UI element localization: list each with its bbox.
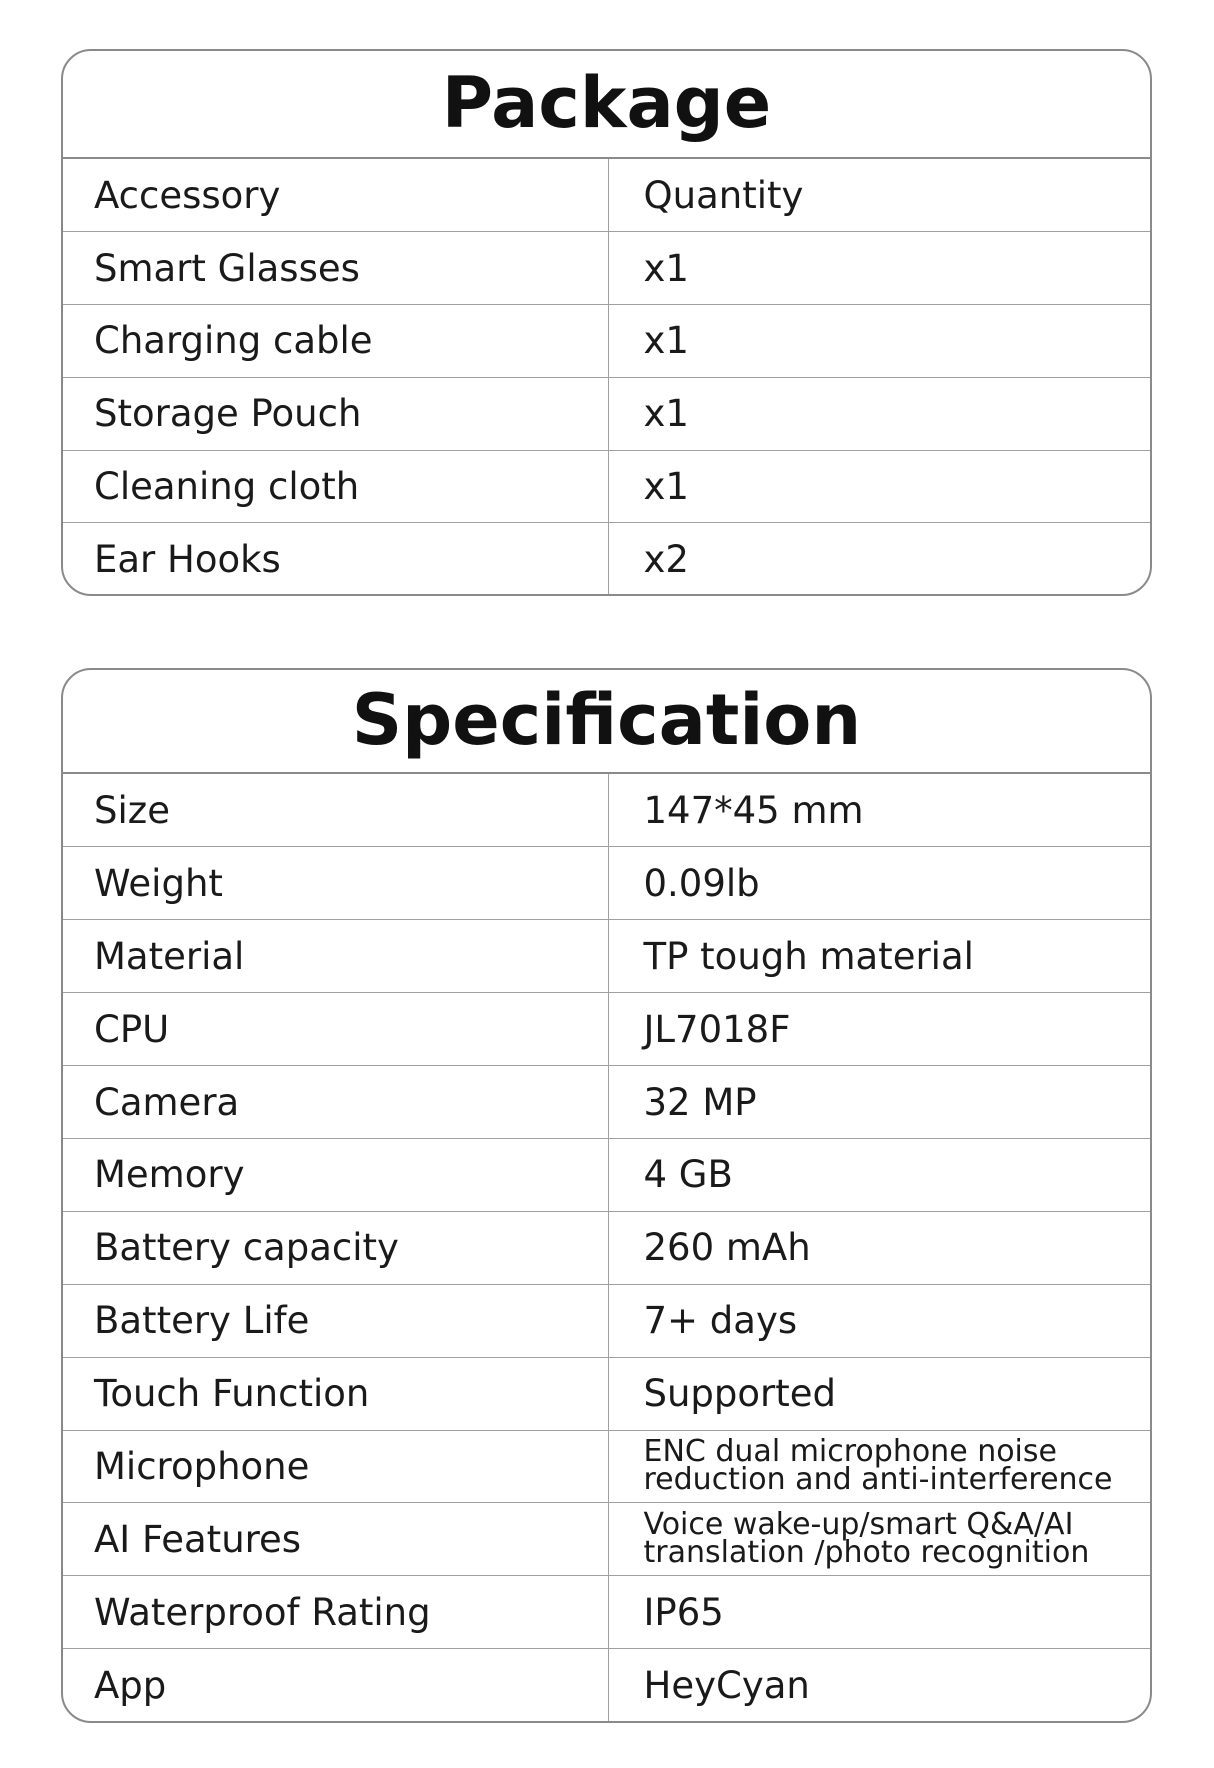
table-row — [63, 1649, 1150, 1722]
accessory-name: Ear Hooks — [63, 523, 608, 596]
spec-value: Voice wake-up/smart Q&A/AI translation /photo recognition — [608, 1503, 1150, 1576]
spec-value: HeyCyan — [643, 1663, 810, 1707]
spec-label: Microphone — [63, 1430, 608, 1503]
package-card — [61, 49, 1152, 596]
spec-value: JL7018F — [608, 993, 1150, 1066]
package-title: Package — [63, 51, 1150, 159]
spec-label: App — [63, 1649, 608, 1722]
table-row — [63, 1284, 1150, 1357]
table-row — [63, 523, 1150, 596]
spec-label: Memory — [63, 1138, 608, 1211]
table-row — [63, 847, 1150, 920]
accessory-quantity: x1 — [608, 377, 1150, 450]
table-row — [63, 232, 1150, 305]
table-row — [63, 1138, 1150, 1211]
accessory-quantity: x1 — [608, 450, 1150, 523]
spec-label: Weight — [63, 847, 608, 920]
accessory-name: Smart Glasses — [63, 232, 608, 305]
spec-label: Camera — [63, 1066, 608, 1139]
table-row — [63, 305, 1150, 378]
package-table — [63, 159, 1150, 596]
table-row — [63, 1576, 1150, 1649]
spec-value: 260 mAh — [608, 1211, 1150, 1284]
accessory-quantity: x1 — [608, 232, 1150, 305]
spec-value: IP65 — [608, 1576, 1150, 1649]
specification-card — [61, 668, 1152, 1723]
spec-value: Supported — [608, 1357, 1150, 1430]
table-row — [63, 377, 1150, 450]
spec-value: ENC dual microphone noise reduction and anti-interference — [608, 1430, 1150, 1503]
spec-value: 32 MP — [608, 1066, 1150, 1139]
spec-label: CPU — [63, 993, 608, 1066]
header-quantity: Quantity — [608, 159, 1150, 232]
spec-value: 7+ days — [608, 1284, 1150, 1357]
table-header-row — [63, 159, 1150, 232]
spec-value: 0.09lb — [608, 847, 1150, 920]
header-accessory: Accessory — [63, 159, 608, 232]
spec-value: 4 GB — [608, 1138, 1150, 1211]
accessory-quantity: x2 — [643, 538, 689, 582]
table-row — [63, 450, 1150, 523]
spec-label: Size — [63, 774, 608, 847]
table-row — [63, 1066, 1150, 1139]
spec-value: TP tough material — [608, 920, 1150, 993]
accessory-quantity: x1 — [608, 305, 1150, 378]
spec-label: Waterproof Rating — [63, 1576, 608, 1649]
table-row — [63, 1503, 1150, 1576]
specification-title: Specification — [63, 670, 1150, 774]
spec-label: Material — [63, 920, 608, 993]
specification-table — [63, 774, 1150, 1722]
accessory-name: Cleaning cloth — [63, 450, 608, 523]
spec-value: 147*45 mm — [608, 774, 1150, 847]
spec-label: Battery Life — [63, 1284, 608, 1357]
table-row — [63, 993, 1150, 1066]
accessory-name: Charging cable — [63, 305, 608, 378]
accessory-name: Storage Pouch — [63, 377, 608, 450]
table-row — [63, 1430, 1150, 1503]
table-row — [63, 1211, 1150, 1284]
spec-label: Touch Function — [63, 1357, 608, 1430]
table-row — [63, 774, 1150, 847]
spec-label: Battery capacity — [63, 1211, 608, 1284]
table-row — [63, 920, 1150, 993]
table-row — [63, 1357, 1150, 1430]
spec-label: AI Features — [63, 1503, 608, 1576]
